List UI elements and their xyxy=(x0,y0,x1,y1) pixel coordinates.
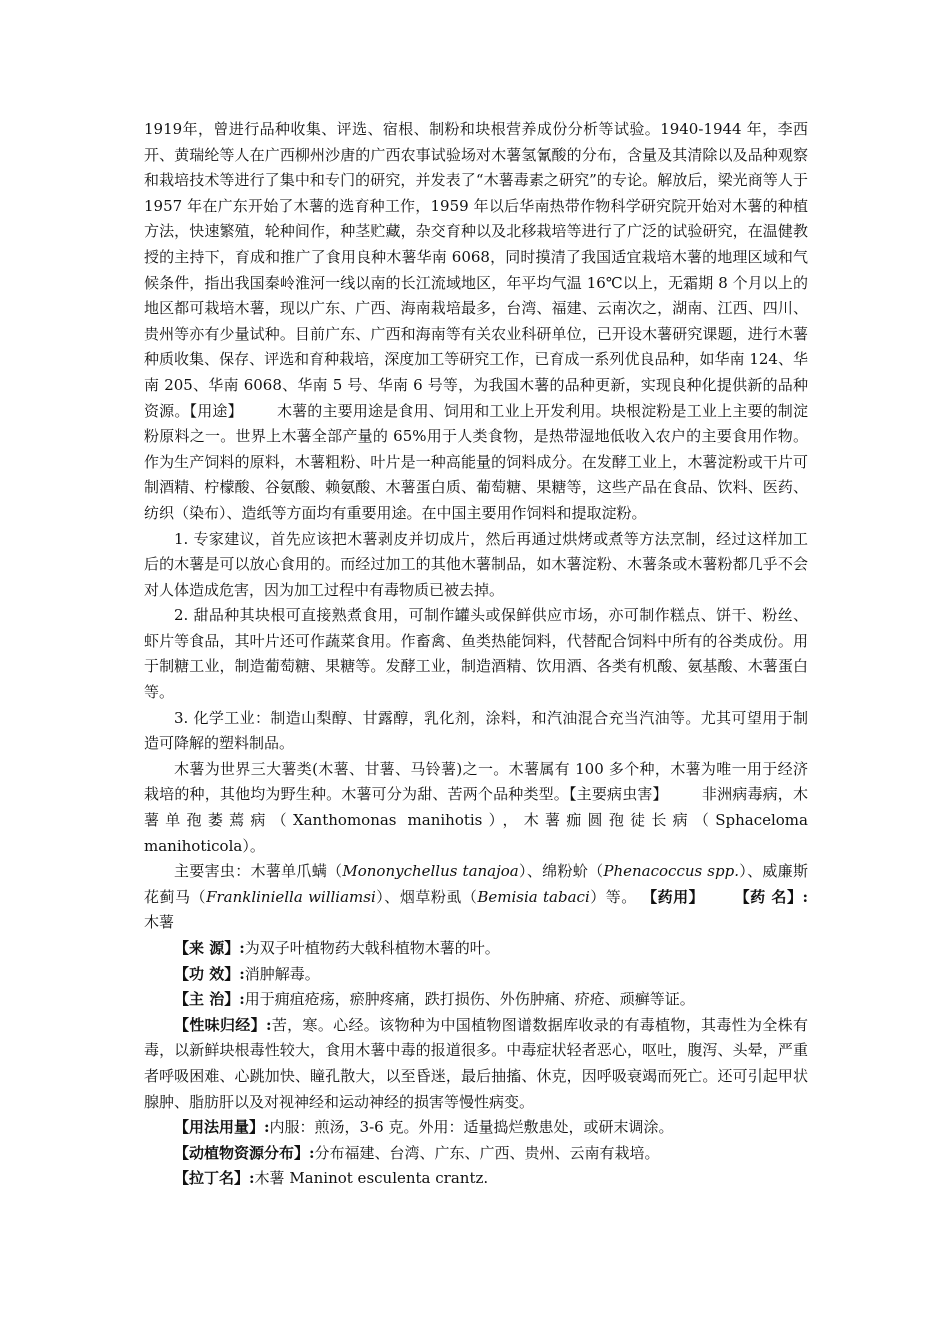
dosage-entry xyxy=(144,1115,808,1141)
use-item-2 xyxy=(144,603,808,705)
treat-value: 用于痈疽疮疡，瘀肿疼痛，跌打损伤、外伤肿痛、疥疮、顽癣等证。 xyxy=(244,990,695,1009)
insect-text-e: ）等。 xyxy=(589,887,637,906)
insect-text-c: ）、威廉斯花蓟马（ xyxy=(144,862,808,906)
insect-text-d: ）、烟草粉虱（ xyxy=(375,887,478,906)
effect-entry xyxy=(144,962,808,988)
distribution-entry xyxy=(144,1141,808,1167)
use-item-3-text: 3. 化学工业：制造山梨醇、甘露醇，乳化剂，涂料，和汽油混合充当汽油等。尤其可望用于制造可降解的塑料制品。 xyxy=(144,708,808,753)
latin-value: 木薯 Maninot esculenta crantz. xyxy=(254,1169,489,1188)
use-item-2-text: 2. 甜品种其块根可直接熟煮食用，可制作罐头或保鲜供应市场，亦可制作糕点、饼干、粉丝、虾片等食品，其叶片还可作蔬菜食用。作畜禽、鱼类热能饲料，代替配合饲料中所有的谷类成份。用于制糖工业，制造葡萄糖、果糖等。发酵工业，制造酒精、饮用酒、各类有机酸、氨基酸、木薯蛋白等。 xyxy=(144,606,808,702)
name-label: 【药 名】: xyxy=(734,887,808,906)
use-item-1 xyxy=(144,527,808,604)
treat-label: 【主 治】: xyxy=(174,990,245,1009)
latin-entry xyxy=(144,1166,808,1192)
use-text: 木薯的主要用途是食用、饲用和工业上开发利用。块根淀粉是工业上主要的制淀粉原料之一。世界上木薯全部产量的 65%用于人类食物，是热带湿地低收入农户的主要食用作物。作为生产饲料的原料，木薯粗粉、叶片是一种高能量的饲料成分。在发酵工业上，木薯淀粉或干片可制酒精、柠檬酸、谷氨酸、赖氨酸、木薯蛋白质、葡萄糖、果糖等，这些产品在食品、饮料、医药、纺织（染布）、造纸等方面均有重要用途。在中国主要用作饲料和提取淀粉。 xyxy=(144,401,808,522)
history-paragraph xyxy=(144,117,808,527)
source-value: 为双子叶植物药大戟科植物木薯的叶。 xyxy=(244,939,500,957)
effect-label: 【功 效】: xyxy=(174,964,245,983)
source-entry xyxy=(144,936,808,962)
disease-latin-b: Sphaceloma manihoticola xyxy=(144,811,808,855)
distribution-value: 分布福建、台湾、广东、广西、贵州、云南有栽培。 xyxy=(314,1143,660,1162)
insect-latin-a: Mononychellus tanajoa xyxy=(342,862,519,881)
insect-paragraph xyxy=(144,859,808,936)
disease-text-a: 非洲病毒病，木薯单孢萎蔫病（ xyxy=(144,785,808,830)
disease-text-c: ）。 xyxy=(242,836,265,855)
distribution-label: 【动植物资源分布】: xyxy=(174,1143,315,1162)
source-label: 【来 源】: xyxy=(174,939,245,957)
nature-value: 苦，寒。心经。该物种为中国植物图谱数据库收录的有毒植物，其毒性为全株有毒，以新鲜块根毒性较大，食用木薯中毒的报道很多。中毒症状轻者恶心，呕吐，腹泻、头晕，严重者呼吸困难、心跳加快、瞳孔散大，以至昏迷，最后抽搐、休克，因呼吸衰竭而死亡。还可引起甲状腺肿、脂肪肝以及对视神经和运动神经的损害等慢性病变。 xyxy=(144,1015,808,1111)
history-text: 1919年，曾进行品种收集、评选、宿根、制粉和块根营养成份分析等试验。1940-1944 年，李西开、黄瑞纶等人在广西柳州沙唐的广西农事试验场对木薯氢氰酸的分布，含量及其清除以及品种观察和栽培技术等进行了集中和专门的研究，并发表了“木薯毒素之研究”的专论。解放后，梁光商等人于 1957 年在广东开始了木薯的选育种工作，1959 年以后华南热带作物科学研究院开始对木薯的种植方法，快速繁殖，轮种间作，种茎贮藏，杂交育种以及北移栽培等进行了广泛的试验研究，在温健教授的主持下，育成和推广了食用良种木薯华南 6068，同时摸清了我国适宜栽培木薯的地理区域和气候条件，指出我国秦岭淮河一线以南的长江流域地区，年平均气温 16℃以上，无霜期 8 个月以上的地区都可栽培木薯，现以广东、广西、海南栽培最多，台湾、福建、云南次之，湖南、江西、四川、贵州等亦有少量试种。目前广东、广西和海南等有关农业科研单位，已开设木薯研究课题，进行木薯种质收集、保存、评选和育种栽培，深度加工等研究工作，已育成一系列优良品种，如华南 124、华南 205、华南 6068、华南 5 号、华南 6 号等，为我国木薯的品种更新，实现良种化提供新的品种资源。 xyxy=(144,120,808,420)
species-paragraph xyxy=(144,757,808,859)
insect-latin-b: Phenacoccus spp. xyxy=(603,862,739,881)
dosage-label: 【用法用量】: xyxy=(174,1118,270,1137)
insect-text-b: ）、绵粉蚧（ xyxy=(518,862,604,881)
insect-latin-c: Frankliniella williamsi xyxy=(206,887,376,906)
use-item-3 xyxy=(144,706,808,757)
treat-entry xyxy=(144,987,808,1013)
disease-latin-a: Xanthomonas manihotis xyxy=(292,811,483,830)
insect-latin-d: Bemisia tabaci xyxy=(477,887,590,906)
effect-value: 消肿解毒。 xyxy=(244,964,320,983)
document-page xyxy=(144,117,808,1192)
use-label: 【用途】 xyxy=(189,401,243,420)
name-value: 木薯 xyxy=(144,913,175,932)
use-item-1-text: 1. 专家建议，首先应该把木薯剥皮并切成片，然后再通过烘烤或煮等方法烹制，经过这样加工后的木薯是可以放心食用的。而经过加工的其他木薯制品，如木薯淀粉、木薯条或木薯粉都几乎不会对人体造成危害，因为加工过程中有毒物质已被去掉。 xyxy=(144,529,808,599)
pest-label: 【主要病虫害】 xyxy=(568,785,668,804)
nature-entry xyxy=(144,1013,808,1115)
dosage-value: 内服：煎汤，3-6 克。外用：适量捣烂敷患处，或研末调涂。 xyxy=(269,1118,674,1137)
nature-label: 【性味归经】: xyxy=(174,1015,272,1034)
insect-text-a: 主要害虫：木薯单爪螨（ xyxy=(174,862,343,881)
med-label: 【药用】 xyxy=(642,887,705,906)
species-text: 木薯为世界三大薯类(木薯、甘薯、马铃薯)之一。木薯属有 100 多个种，木薯为唯一用于经济栽培的种，其他均为野生种。木薯可分为甜、苦两个品种类型。 xyxy=(144,759,808,804)
latin-label: 【拉丁名】: xyxy=(174,1169,255,1188)
disease-text-b: ），木薯痂圆孢徒长病（ xyxy=(482,811,716,830)
